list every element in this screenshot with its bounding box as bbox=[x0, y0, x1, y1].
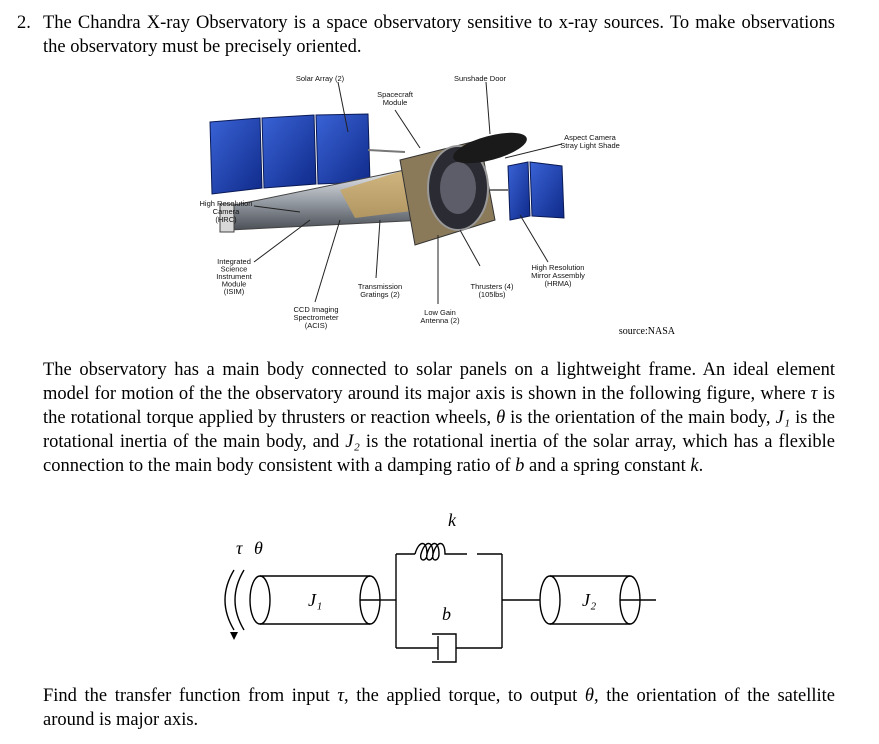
label-isim-1: Integrated bbox=[217, 257, 251, 266]
svg-text:Aspect CameraStray Light Shade bbox=[560, 133, 620, 150]
label-solar-array: Solar Array (2) bbox=[295, 74, 345, 83]
label-isim-5: (ISIM) bbox=[223, 287, 245, 296]
label-isim-2: Science bbox=[220, 264, 248, 274]
tau-label: τ bbox=[236, 538, 243, 558]
label-acis-3: (ACIS) bbox=[304, 321, 328, 330]
source-credit: source:NASA bbox=[618, 326, 675, 337]
label-spacecraft-module-1: Spacecraft bbox=[377, 90, 413, 99]
label-thrusters-2: (105lbs) bbox=[478, 290, 506, 299]
label-spacecraft-module-2: Module bbox=[382, 98, 408, 107]
label-isim-4: Module bbox=[221, 279, 247, 289]
torque-arrow-outer bbox=[225, 570, 234, 630]
label-hrma-2: Mirror Assembly bbox=[531, 271, 585, 280]
label-hrc-1: High Resolution bbox=[199, 199, 253, 208]
j1-cylinder-left-end bbox=[250, 576, 270, 624]
svg-text:High ResolutionMirror Assembly bbox=[531, 263, 585, 288]
model-description: The observatory has a main body connected to solar panels on a lightweight frame. An ideal element model for motion of the the observatory around its major axis is shown in the following figure, where τ is the rotational torque applied by thrusters or reaction wheels, θ is the orientation of the main body, J₁ is the rotational inertia of the main body, and J₂ is the rotational inertia of the solar array, which has a flexible connection to the main body consistent with a damping ratio of b and a spring constant k. bbox=[43, 360, 835, 476]
svg-text:Thrusters (4)(105lbs) bbox=[471, 282, 514, 299]
label-hrma-3: (HRMA) bbox=[544, 279, 572, 288]
label-acis-1: CCD Imaging bbox=[293, 305, 339, 314]
label-aspect-camera-1: Aspect Camera bbox=[564, 133, 616, 142]
label-isim-3: Instrument bbox=[216, 272, 252, 281]
j2-label: J₂ bbox=[582, 590, 597, 610]
label-antenna-2: Antenna (2) bbox=[420, 316, 460, 325]
torque-arrow-inner bbox=[235, 570, 244, 630]
svg-text:TransmissionGratings (2) bbox=[358, 282, 402, 299]
spring-k bbox=[415, 544, 467, 561]
theta-label: θ bbox=[254, 538, 263, 558]
solar-array-right bbox=[490, 162, 564, 220]
label-thrusters-1: Thrusters (4) bbox=[470, 282, 514, 291]
rotational-model-diagram bbox=[210, 508, 670, 680]
label-aspect-camera-2: Stray Light Shade bbox=[560, 141, 620, 150]
label-gratings-2: Gratings (2) bbox=[360, 290, 400, 299]
j1-label: J₁ bbox=[308, 590, 323, 610]
chandra-diagram bbox=[190, 70, 690, 340]
svg-text:IntegratedScienceInstrumentMod bbox=[216, 257, 252, 296]
problem-intro: The Chandra X-ray Observatory is a space observatory sensitive to x-ray sources. To make observations the observatory must be precisely oriented. bbox=[43, 13, 835, 57]
label-gratings-1: Transmission bbox=[357, 282, 403, 291]
svg-text:CCD ImagingSpectrometer(ACIS) bbox=[293, 305, 339, 330]
label-hrc-2: Camera bbox=[212, 207, 240, 216]
j2-cylinder-left-end bbox=[540, 576, 560, 624]
svg-text:Low GainAntenna (2) bbox=[420, 308, 460, 325]
label-antenna-1: Low Gain bbox=[424, 308, 456, 317]
question-text: Find the transfer function from input τ, the applied torque, to output θ, the orientation of the satellite around is major axis. bbox=[43, 686, 835, 730]
label-hrma-1: High Resolution bbox=[531, 263, 585, 272]
label-acis-2: Spectrometer bbox=[293, 313, 339, 322]
svg-text:SpacecraftModule bbox=[377, 90, 414, 107]
label-sunshade-door: Sunshade Door bbox=[453, 74, 507, 83]
label-hrc-3: (HRC) bbox=[215, 215, 237, 224]
spring-k-label: k bbox=[448, 510, 456, 530]
damper-b-label: b bbox=[442, 604, 451, 624]
problem-number: 2. bbox=[17, 13, 31, 33]
